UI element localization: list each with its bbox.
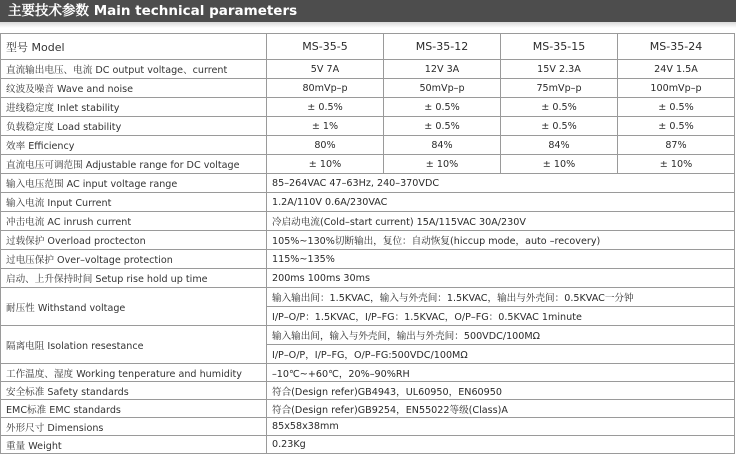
cell-value: 200ms 100ms 30ms <box>267 269 735 288</box>
dimensions-row <box>1 418 735 436</box>
emc-standards-row <box>1 400 735 418</box>
cell-value: I/P–O/P：1.5KVAC，I/P–FG：1.5KVAC，O/P–FG：0.5KVAC 1minute <box>267 307 735 326</box>
input-current-row <box>1 193 735 212</box>
model-row <box>1 34 735 60</box>
section-title: 主要技术参数 Main technical parameters <box>8 3 298 19</box>
row-label: 输入电流 Input Current <box>1 193 267 212</box>
row-label: 效率 Efficiency <box>1 136 267 155</box>
row-label: 安全标准 Safety standards <box>1 382 267 400</box>
cell-value: 115%~135% <box>267 250 735 269</box>
cell-value: ± 10% <box>618 155 735 174</box>
load-stability-row <box>1 117 735 136</box>
cell-value: ± 0.5% <box>501 98 618 117</box>
cell-value: ± 0.5% <box>501 117 618 136</box>
spec-table <box>0 33 735 454</box>
cell-value: 冷启动电流(Cold–start current) 15A/115VAC 30A/230V <box>267 212 735 231</box>
cell-value: 符合(Design refer)GB4943，UL60950，EN60950 <box>267 382 735 400</box>
row-label: 负载稳定度 Load stability <box>1 117 267 136</box>
efficiency-row <box>1 136 735 155</box>
weight-row <box>1 436 735 454</box>
cell-value: 24V 1.5A <box>618 60 735 79</box>
row-label: 输入电压范围 AC input voltage range <box>1 174 267 193</box>
cell-value: 105%~130%切断输出，复位：自动恢复(hiccup mode，auto –recovery) <box>267 231 735 250</box>
cell-value: 100mVp–p <box>618 79 735 98</box>
cell-value: ± 10% <box>267 155 384 174</box>
adjustable-range-row <box>1 155 735 174</box>
row-label: 进线稳定度 Inlet stability <box>1 98 267 117</box>
row-label: 过载保护 Overload proctecton <box>1 231 267 250</box>
setup-time-row <box>1 269 735 288</box>
cell-value: 80% <box>267 136 384 155</box>
overload-protection-row <box>1 231 735 250</box>
model-name: MS-35-24 <box>618 34 735 60</box>
cell-value: 5V 7A <box>267 60 384 79</box>
row-label: 外形尺寸 Dimensions <box>1 418 267 436</box>
cell-value: 符合(Design refer)GB9254，EN55022等级(Class)A <box>267 400 735 418</box>
row-label: 重量 Weight <box>1 436 267 454</box>
row-label: 型号 Model <box>1 34 267 60</box>
ac-input-voltage-row <box>1 174 735 193</box>
row-label: 直流输出电压、电流 DC output voltage、current <box>1 60 267 79</box>
cell-value: 85x58x38mm <box>267 418 735 436</box>
row-label: EMC标准 EMC standards <box>1 400 267 418</box>
cell-value: ± 10% <box>501 155 618 174</box>
cell-value: 80mVp–p <box>267 79 384 98</box>
model-name: MS-35-12 <box>384 34 501 60</box>
cell-value: 15V 2.3A <box>501 60 618 79</box>
header-shadow <box>0 22 736 28</box>
cell-value: ± 0.5% <box>384 117 501 136</box>
cell-value: 12V 3A <box>384 60 501 79</box>
cell-value: –10℃~+60℃，20%–90%RH <box>267 364 735 382</box>
row-label: 直流电压可调范围 Adjustable range for DC voltage <box>1 155 267 174</box>
row-label: 过电压保护 Over–voltage protection <box>1 250 267 269</box>
row-label: 启动、上升保持时间 Setup rise hold up time <box>1 269 267 288</box>
safety-standards-row <box>1 382 735 400</box>
cell-value: 84% <box>384 136 501 155</box>
header-bar <box>0 0 736 22</box>
working-temperature-row <box>1 364 735 382</box>
row-label: 工作温度、湿度 Working tenperature and humidity <box>1 364 267 382</box>
cell-value: I/P–O/P，I/P–FG，O/P–FG:500VDC/100MΩ <box>267 345 735 364</box>
cell-value: ± 0.5% <box>618 117 735 136</box>
cell-value: ± 0.5% <box>384 98 501 117</box>
withstand-voltage-row <box>1 288 735 307</box>
cell-value: 84% <box>501 136 618 155</box>
cell-value: 输入输出间，输入与外壳间，输出与外壳间：500VDC/100MΩ <box>267 326 735 345</box>
cell-value: 85–264VAC 47–63Hz, 240–370VDC <box>267 174 735 193</box>
model-name: MS-35-5 <box>267 34 384 60</box>
cell-value: ± 0.5% <box>267 98 384 117</box>
cell-value: ± 1% <box>267 117 384 136</box>
cell-value: 87% <box>618 136 735 155</box>
cell-value: 75mVp–p <box>501 79 618 98</box>
over-voltage-row <box>1 250 735 269</box>
cell-value: 1.2A/110V 0.6A/230VAC <box>267 193 735 212</box>
ripple-noise-row <box>1 79 735 98</box>
row-label: 冲击电流 AC inrush current <box>1 212 267 231</box>
inlet-stability-row <box>1 98 735 117</box>
dc-output-row <box>1 60 735 79</box>
isolation-resistance-row <box>1 326 735 345</box>
cell-value: ± 0.5% <box>618 98 735 117</box>
row-label: 耐压性 Withstand voltage <box>1 288 267 326</box>
inrush-current-row <box>1 212 735 231</box>
cell-value: 0.23Kg <box>267 436 735 454</box>
row-label: 纹波及噪音 Wave and noise <box>1 79 267 98</box>
cell-value: ± 10% <box>384 155 501 174</box>
cell-value: 50mVp–p <box>384 79 501 98</box>
row-label: 隔离电阻 Isolation resestance <box>1 326 267 364</box>
cell-value: 输入输出间：1.5KVAC，输入与外壳间：1.5KVAC，输出与外壳间：0.5KVAC一分钟 <box>267 288 735 307</box>
model-name: MS-35-15 <box>501 34 618 60</box>
